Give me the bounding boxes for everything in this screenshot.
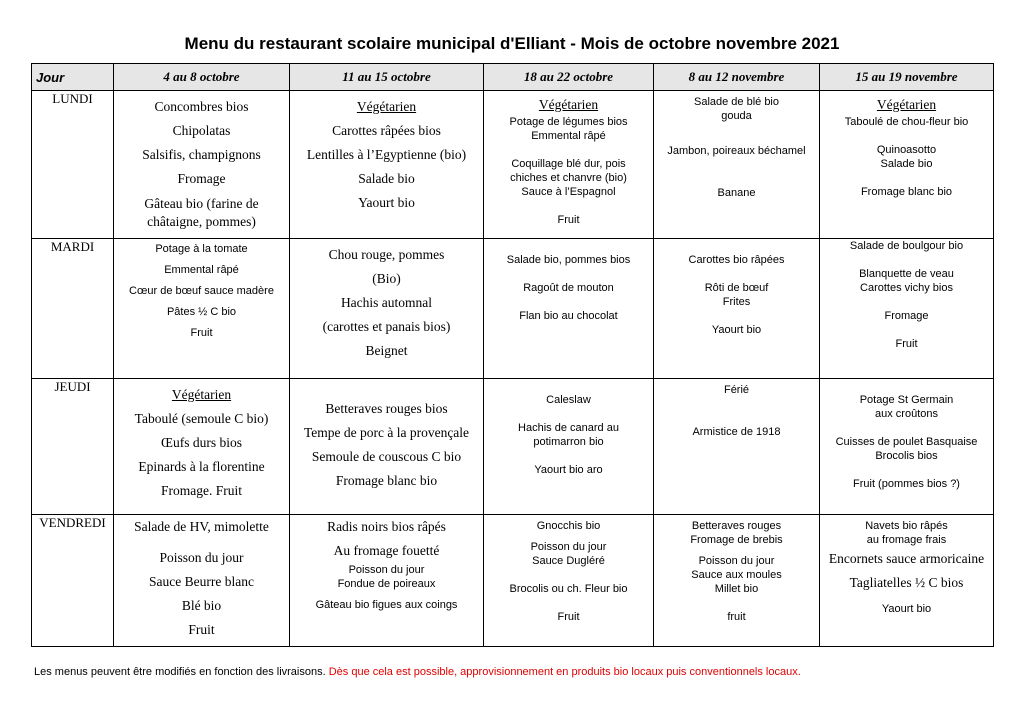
footer-note: [34, 666, 994, 678]
table-row: [32, 239, 994, 379]
page-title: Menu du restaurant scolaire municipal d'Elliant - Mois de octobre novembre 2021: [184, 34, 840, 53]
menu-cell: Gnocchis bio Poisson du jour Sauce Dugléré Brocolis ou ch. Fleur bio Fruit: [484, 515, 654, 647]
week-header: 8 au 12 novembre: [654, 64, 820, 91]
menu-cell: Betteraves rouges Fromage de brebis Poisson du jour Sauce aux moules Millet bio fruit: [654, 515, 820, 647]
footer-note-red: Dès que cela est possible, approvisionnement en produits bio locaux puis conventionnels locaux.: [328, 666, 801, 678]
menu-cell: Végétarien Potage de légumes bios Emmental râpé Coquillage blé dur, pois chiches et chanvre (bio) Sauce à l’Espagnol Fruit: [484, 91, 654, 239]
menu-cell: Végétarien Carottes râpées bios Lentilles à l’Egyptienne (bio) Salade bio Yaourt bio: [290, 91, 484, 239]
header-row: [32, 64, 994, 91]
menu-cell: Betteraves rouges bios Tempe de porc à la provençale Semoule de couscous C bio Fromage blanc bio: [290, 379, 484, 515]
week-header: 4 au 8 octobre: [114, 64, 290, 91]
table-row: [32, 515, 994, 647]
menu-cell: Salade de blé bio gouda Jambon, poireaux béchamel Banane: [654, 91, 820, 239]
jour-header: Jour: [32, 64, 114, 91]
day-label: JEUDI: [32, 379, 114, 515]
menu-cell: Végétarien Taboulé (semoule C bio) Œufs durs bios Epinards à la florentine Fromage. Fruit: [114, 379, 290, 515]
week-header: 15 au 19 novembre: [820, 64, 994, 91]
menu-cell: Salade de HV, mimolette Poisson du jour Sauce Beurre blanc Blé bio Fruit: [114, 515, 290, 647]
menu-table: [31, 63, 994, 647]
menu-cell: Concombres bios Chipolatas Salsifis, champignons Fromage Gâteau bio (farine de châtaigne, pommes): [114, 91, 290, 239]
menu-cell: Caleslaw Hachis de canard au potimarron bio Yaourt bio aro: [484, 379, 654, 515]
menu-cell: Férié Armistice de 1918: [654, 379, 820, 515]
day-label: LUNDI: [32, 91, 114, 239]
menu-cell: Végétarien Taboulé de chou-fleur bio Quinoasotto Salade bio Fromage blanc bio: [820, 91, 994, 239]
menu-cell: Salade bio, pommes bios Ragoût de mouton Flan bio au chocolat: [484, 239, 654, 379]
day-label: VENDREDI: [32, 515, 114, 647]
menu-cell: Potage St Germain aux croûtons Cuisses de poulet Basquaise Brocolis bios Fruit (pommes bios ?): [820, 379, 994, 515]
footer-note-black: Les menus peuvent être modifiés en fonction des livraisons.: [34, 666, 329, 678]
menu-cell: Chou rouge, pommes (Bio) Hachis automnal (carottes et panais bios) Beignet: [290, 239, 484, 379]
menu-cell: Potage à la tomate Emmental râpé Cœur de bœuf sauce madère Pâtes ½ C bio Fruit: [114, 239, 290, 379]
week-header: 18 au 22 octobre: [484, 64, 654, 91]
menu-cell: Carottes bio râpées Rôti de bœuf Frites Yaourt bio: [654, 239, 820, 379]
table-row: [32, 91, 994, 239]
menu-cell: Salade de boulgour bio Blanquette de veau Carottes vichy bios Fromage Fruit: [820, 239, 994, 379]
table-row: [32, 379, 994, 515]
menu-cell: Radis noirs bios râpés Au fromage fouetté Poisson du jour Fondue de poireaux Gâteau bio figues aux coings: [290, 515, 484, 647]
week-header: 11 au 15 octobre: [290, 64, 484, 91]
day-label: MARDI: [32, 239, 114, 379]
menu-cell: Navets bio râpés au fromage frais Encornets sauce armoricaine Tagliatelles ½ C bios Yaourt bio: [820, 515, 994, 647]
